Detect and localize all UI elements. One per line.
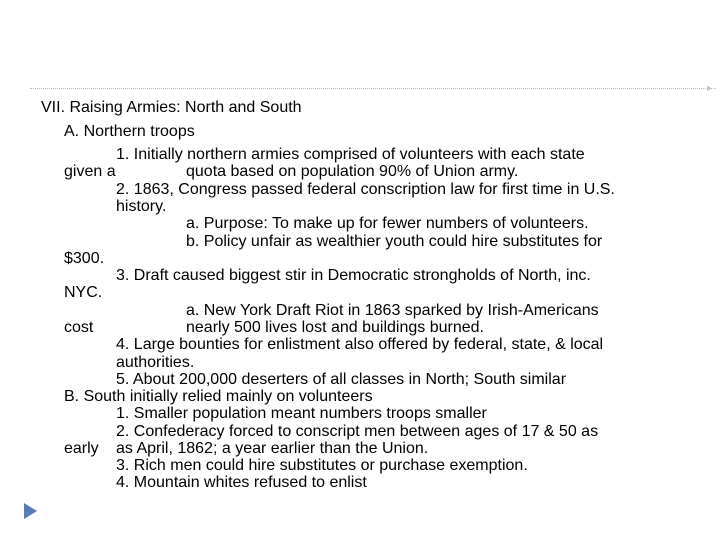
item-a5: 5. About 200,000 deserters of all classes in North; South similar [116,371,567,388]
item-a1-cont-right: quota based on population 90% of Union army. [186,163,519,180]
small-arrow-right-icon: ▸ [707,83,713,94]
triangle-right-icon[interactable] [24,503,37,519]
item-a1-cont-left: given a [64,163,116,180]
item-a4: 4. Large bounties for enlistment also offered by federal, state, & local [116,336,604,353]
item-a3a-cont-right: nearly 500 lives lost and buildings burned. [186,319,484,336]
section-a-heading: A. Northern troops [64,123,195,140]
item-a2b: b. Policy unfair as wealthier youth could hire substitutes for [186,233,603,250]
header-divider [30,88,716,89]
item-a4-cont: authorities. [116,354,195,371]
item-b2-cont-right: as April, 1862; a year earlier than the Union. [116,440,429,457]
outline-heading: VII. Raising Armies: North and South [41,99,302,116]
item-b4: 4. Mountain whites refused to enlist [116,474,367,491]
item-b3: 3. Rich men could hire substitutes or purchase exemption. [116,457,528,474]
item-a3: 3. Draft caused biggest stir in Democratic strongholds of North, inc. [116,267,591,284]
item-b2-cont-left: early [64,440,99,457]
item-a3a: a. New York Draft Riot in 1863 sparked by Irish-Americans [186,302,599,319]
item-a2: 2. 1863, Congress passed federal conscription law for first time in U.S. [116,181,615,198]
item-a2-cont: history. [116,198,167,215]
item-a3-cont: NYC. [64,284,103,301]
item-a2a: a. Purpose: To make up for fewer numbers of volunteers. [186,215,589,232]
item-a1: 1. Initially northern armies comprised of volunteers with each state [116,146,585,163]
item-b1: 1. Smaller population meant numbers troops smaller [116,405,487,422]
section-b-heading: B. South initially relied mainly on volunteers [64,388,373,405]
item-a3a-cont-left: cost [64,319,94,336]
item-a2b-cont: $300. [64,250,105,267]
item-b2: 2. Confederacy forced to conscript men between ages of 17 & 50 as [116,423,599,440]
